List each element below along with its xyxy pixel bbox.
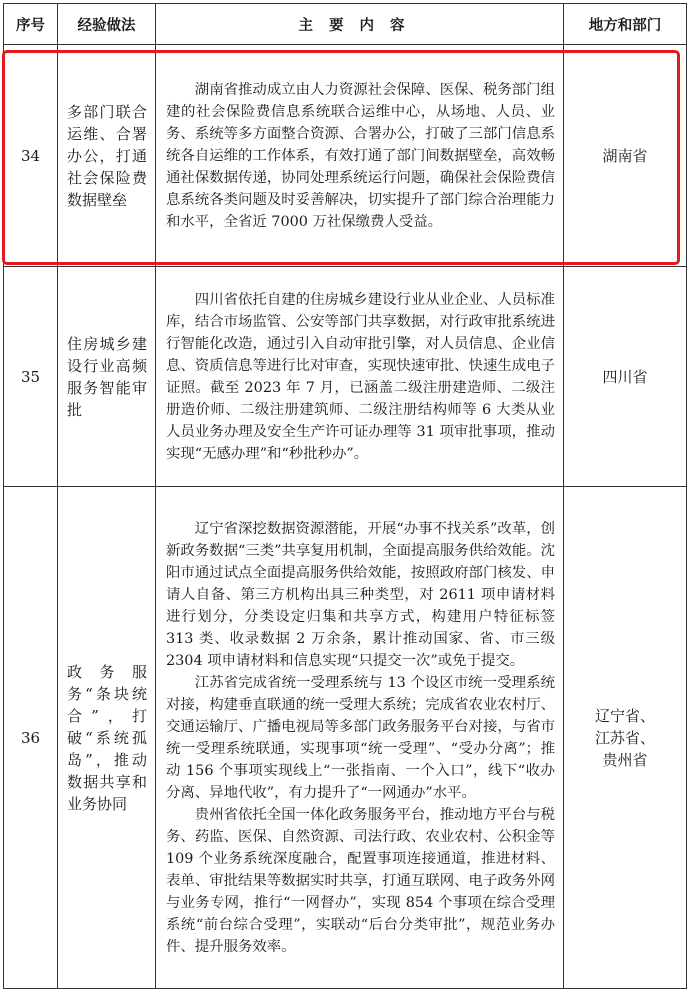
header-region: 地方和部门 [564, 4, 687, 45]
header-no: 序号 [4, 4, 58, 45]
row-region: 湖南省 [564, 45, 687, 267]
row-practice: 政务服务“条块统合”，打破“系统孤岛”，推动数据共享和业务协同 [58, 487, 156, 989]
table-row [4, 487, 687, 989]
region-text: 辽宁省、江苏省、贵州省 [594, 706, 655, 769]
row-content [156, 45, 564, 267]
content-paragraph: 贵州省依托全国一体化政务服务平台，推动地方平台与税务、药监、医保、自然资源、司法行政、农业农村、公积金等 109 个业务系统深度融合，配置事项连接通道，推进材料、表单、审批结果等数据实时共享，打通互联网、电子政务外网与业务专网，推行“一网督办”，实现 854 个事项在综合受理系统“前台综合受理”，实联动“后台分类审批”，规范业务办件、提升服务效率。 [166, 806, 555, 955]
header-content: 主要内容 [156, 4, 564, 45]
table-row [4, 267, 687, 487]
experience-table [3, 3, 687, 989]
row-practice: 住房城乡建设行业高频服务智能审批 [58, 267, 156, 487]
row-content [156, 487, 564, 989]
row-region: 四川省 [564, 267, 687, 487]
row-number: 34 [4, 45, 58, 267]
content-paragraph: 湖南省推动成立由人力资源社会保障、医保、税务部门组建的社会保险费信息系统联合运维中心，从场地、人员、业务、系统等多方面整合资源、合署办公，打破了三部门信息系统各自运维的工作体系，有效打通了部门间数据壁垒，高效畅通社保数据传递，协同处理系统运行问题，确保社会保险费信息系统各类问题及时妥善解决，切实提升了部门综合治理能力和水平，全省近 7000 万社保缴费人受益。 [166, 81, 555, 230]
row-number: 36 [4, 487, 58, 989]
row-number: 35 [4, 267, 58, 487]
content-paragraph: 江苏省完成省统一受理系统与 13 个设区市统一受理系统对接，构建垂直联通的统一受理大系统；完成省农业农村厅、交通运输厅、广播电视局等多部门政务服务平台对接，与省市统一受理系统联通，实现事项“统一受理”、“受办分离”；推动 156 个事项实现线上“一张指南、一个入口”，线下“收办分离、异地代收”，有力提升了“一网通办”水平。 [166, 674, 555, 801]
content-paragraph: 辽宁省深挖数据资源潜能，开展“办事不找关系”改革，创新政务数据“三类”共享复用机制，全面提高服务供给效能。沈阳市通过试点全面提高服务供给效能，按照政府部门核发、申请人自备、第三方机构出具三种类型，对 2611 项申请材料进行划分，分类设定归集和共享方式，构建用户特征标签 313 类、收录数据 2 万余条，累计推动国家、省、市三级 2304 项申请材料和信息实现“只提交一次”或免于提交。 [166, 520, 555, 669]
row-practice: 多部门联合运维、合署办公，打通社会保险费数据壁垒 [58, 45, 156, 267]
row-content [156, 267, 564, 487]
header-practice: 经验做法 [58, 4, 156, 45]
row-region [564, 487, 687, 989]
content-paragraph: 四川省依托自建的住房城乡建设行业从业企业、人员标准库，结合市场监管、公安等部门共享数据，对行政审批系统进行智能化改造，通过引入自动审批引擎，对人员信息、企业信息、资质信息等进行比对审查，实现快速审批、快速生成电子证照。截至 2023 年 7 月，已涵盖二级注册建造师、二级注册造价师、二级注册建筑师、二级注册结构师等 6 大类从业人员业务办理及安全生产许可证办理等 31 项审批事项，推动实现“无感办理”和“秒批秒办”。 [166, 291, 555, 462]
table-row [4, 45, 687, 267]
table-header-row [4, 4, 687, 45]
